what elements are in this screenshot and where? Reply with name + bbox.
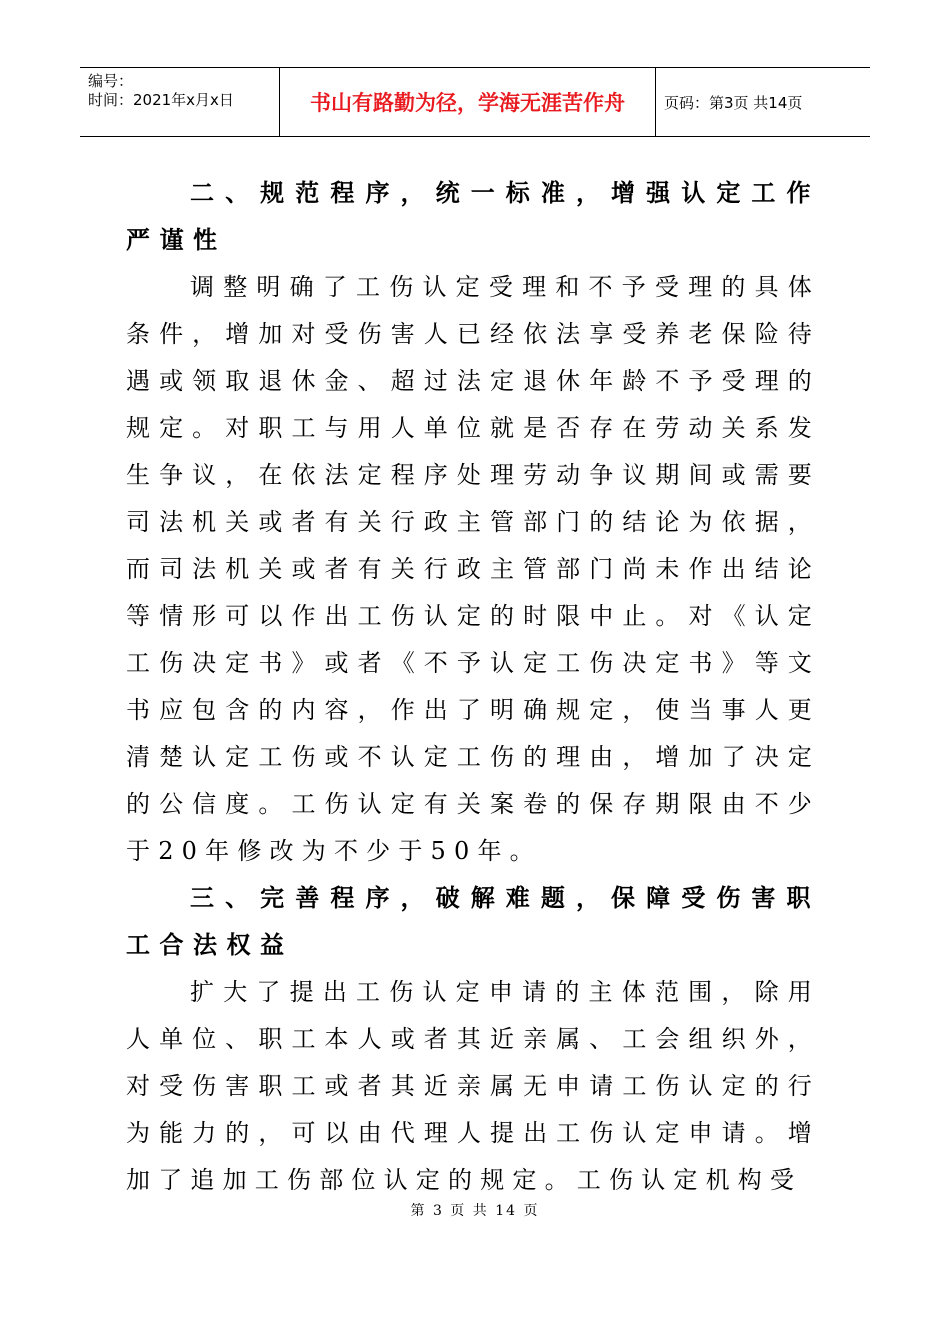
doc-date-label: 时间：2021年x月x日	[88, 91, 234, 109]
section-heading-3: 三、完善程序，破解难题，保障受伤害职工合法权益	[126, 884, 820, 959]
paragraph-2: 扩大了提出工伤认定申请的主体范围，除用人单位、职工本人或者其近亲属、工会组织外，对受伤害职工或者其近亲属无申请工伤认定的行为能力的，可以由代理人提出工伤认定申请。增加了追加工伤部位认定的规定。工伤认定机构受	[126, 978, 820, 1194]
doc-number-label: 编号：	[88, 72, 134, 90]
header-meta	[80, 68, 280, 136]
header-motto: 书山有路勤为径，学海无涯苦作舟	[280, 68, 656, 136]
section-heading-2: 二、规范程序，统一标准，增强认定工作严谨性	[126, 179, 820, 254]
document-body	[126, 170, 820, 1204]
header-page-info: 页码：第3页 共14页	[664, 93, 803, 112]
page-header	[80, 67, 870, 137]
paragraph-1: 调整明确了工伤认定受理和不予受理的具体条件，增加对受伤害人已经依法享受养老保险待遇或领取退休金、超过法定退休年龄不予受理的规定。对职工与用人单位就是否存在劳动关系发生争议，在依法定程序处理劳动争议期间或需要司法机关或者有关行政主管部门的结论为依据，而司法机关或者有关行政主管部门尚未作出结论等情形可以作出工伤认定的时限中止。对《认定工伤决定书》或者《不予认定工伤决定书》等文书应包含的内容，作出了明确规定，使当事人更清楚认定工伤或不认定工伤的理由，增加了决定的公信度。工伤认定有关案卷的保存期限由不少于20年修改为不少于50年。	[126, 273, 820, 865]
page-footer: 第 3 页 共 14 页	[410, 1203, 540, 1219]
